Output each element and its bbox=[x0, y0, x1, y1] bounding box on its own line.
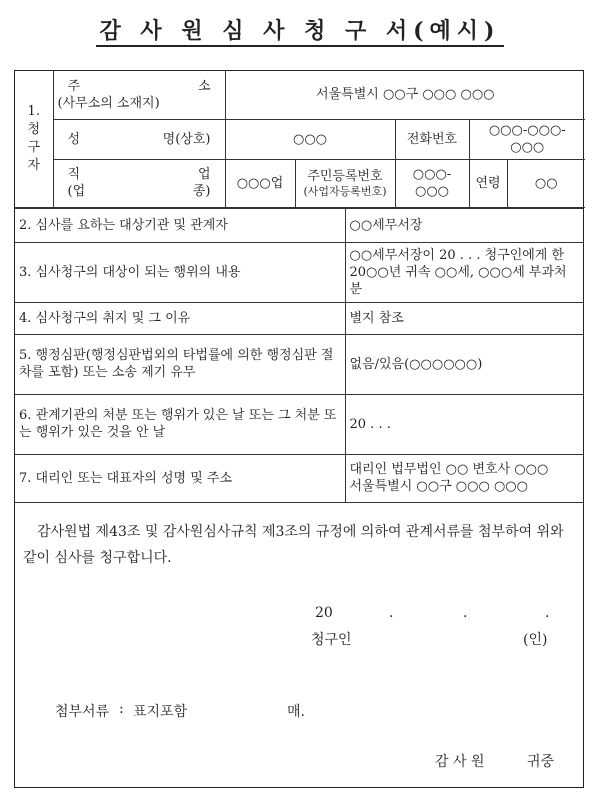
form-frame: 1. 청 구 자 주 소 (사무소의 소재지) 서울특별시 ○○구 ○○○ ○○○ 성 명(상호) ○○○ 전화번호 ○○○-○○○-○○○ 직 업 (업 종) ○○○업 주민등록번호 (사업자등록번호) ○○○-○○○ 연령 ○○ 2. 심사를 요하는 대상기관 및 관계자 ○○세무서장 3. 심사청구의 대상이 되는 행위의 내용 ○○세무서장이 20 . . . 청구인에게 한 20○○년 귀속 ○○세, ○○○세 부과처분 4. 심사청구의 취지 및 그 이유 별지 참조 5. 행정심판(행정심판법외의 타법률에 의한 행정심판 절차를 포함) 또는 소송 제기 유무 없음/있음(○○○○○○) 6. 관계기관의 처분 또는 행위가 있은 날 또는 그 처분 또는 행위가 있은 것을 안 날 20 . . . 7. 대리인 또는 대표자의 성명 및 주소 대리인 법무법인 ○○ 변호사 ○○○ 서울특별시 ○○구 ○○○ ○○○ 감사원법 제43조 및 감사원심사규칙 제3조의 규정에 의하여 관계서류를 첨부하여 위와 같이 심사를 청구합니다. 20 . . . 청구인 (인) 첨부서류 : 표지포함 매. 감 사 원 귀중 bbox=[14, 70, 584, 788]
address-label: 주 소 (사무소의 소재지) bbox=[53, 71, 225, 119]
item-3-value: ○○세무서장이 20 . . . 청구인에게 한 20○○년 귀속 ○○세, ○○○세 부과처분 bbox=[345, 242, 583, 302]
job-label: 직 업 (업 종) bbox=[53, 159, 225, 207]
reg-value: ○○○-○○○ bbox=[395, 159, 469, 207]
item-4-label: 4. 심사청구의 취지 및 그 이유 bbox=[15, 302, 345, 334]
item-7-label: 7. 대리인 또는 대표자의 성명 및 주소 bbox=[15, 454, 345, 502]
claimant-section-label: 1. 청 구 자 bbox=[15, 71, 53, 207]
age-value: ○○ bbox=[507, 159, 585, 207]
item-2-value: ○○세무서장 bbox=[345, 208, 583, 242]
item-2-label: 2. 심사를 요하는 대상기관 및 관계자 bbox=[15, 208, 345, 242]
reg-label: 주민등록번호 (사업자등록번호) bbox=[295, 159, 395, 207]
address-value: 서울특별시 ○○구 ○○○ ○○○ bbox=[225, 71, 585, 119]
name-label: 성 명(상호) bbox=[53, 119, 225, 159]
phone-value: ○○○-○○○-○○○ bbox=[469, 119, 585, 159]
items-table bbox=[15, 208, 583, 503]
item-5-value: 없음/있음(○○○○○○) bbox=[345, 334, 583, 394]
item-5-label: 5. 행정심판(행정심판법외의 타법률에 의한 행정심판 절차를 포함) 또는 소송 제기 유무 bbox=[15, 334, 345, 394]
item-6-label: 6. 관계기관의 처분 또는 행위가 있은 날 또는 그 처분 또는 행위가 있은 것을 안 날 bbox=[15, 394, 345, 454]
item-7-value: 대리인 법무법인 ○○ 변호사 ○○○ 서울특별시 ○○구 ○○○ ○○○ bbox=[345, 454, 583, 502]
item-4-value: 별지 참조 bbox=[345, 302, 583, 334]
document-title: 감 사 원 심 사 청 구 서(예시) bbox=[0, 14, 600, 45]
honorific: 귀중 bbox=[527, 754, 555, 770]
item-3-label: 3. 심사청구의 대상이 되는 행위의 내용 bbox=[15, 242, 345, 302]
seal-mark: (인) bbox=[523, 632, 548, 648]
claimant-signature-label: 청구인 bbox=[311, 632, 352, 648]
recipient: 감 사 원 bbox=[435, 754, 485, 770]
age-label: 연령 bbox=[469, 159, 507, 207]
attachment-label: 첨부서류 bbox=[55, 704, 110, 720]
attachment-unit: 매. bbox=[287, 704, 305, 720]
job-value: ○○○업 bbox=[225, 159, 295, 207]
statement-text: 감사원법 제43조 및 감사원심사규칙 제3조의 규정에 의하여 관계서류를 첨부하여 위와 같이 심사를 청구합니다. bbox=[23, 524, 564, 566]
item-6-value: 20 . . . bbox=[345, 394, 583, 454]
name-value: ○○○ bbox=[225, 119, 395, 159]
phone-label: 전화번호 bbox=[395, 119, 469, 159]
claimant-table bbox=[15, 71, 585, 208]
attachment-value: 표지포함 bbox=[133, 704, 188, 720]
